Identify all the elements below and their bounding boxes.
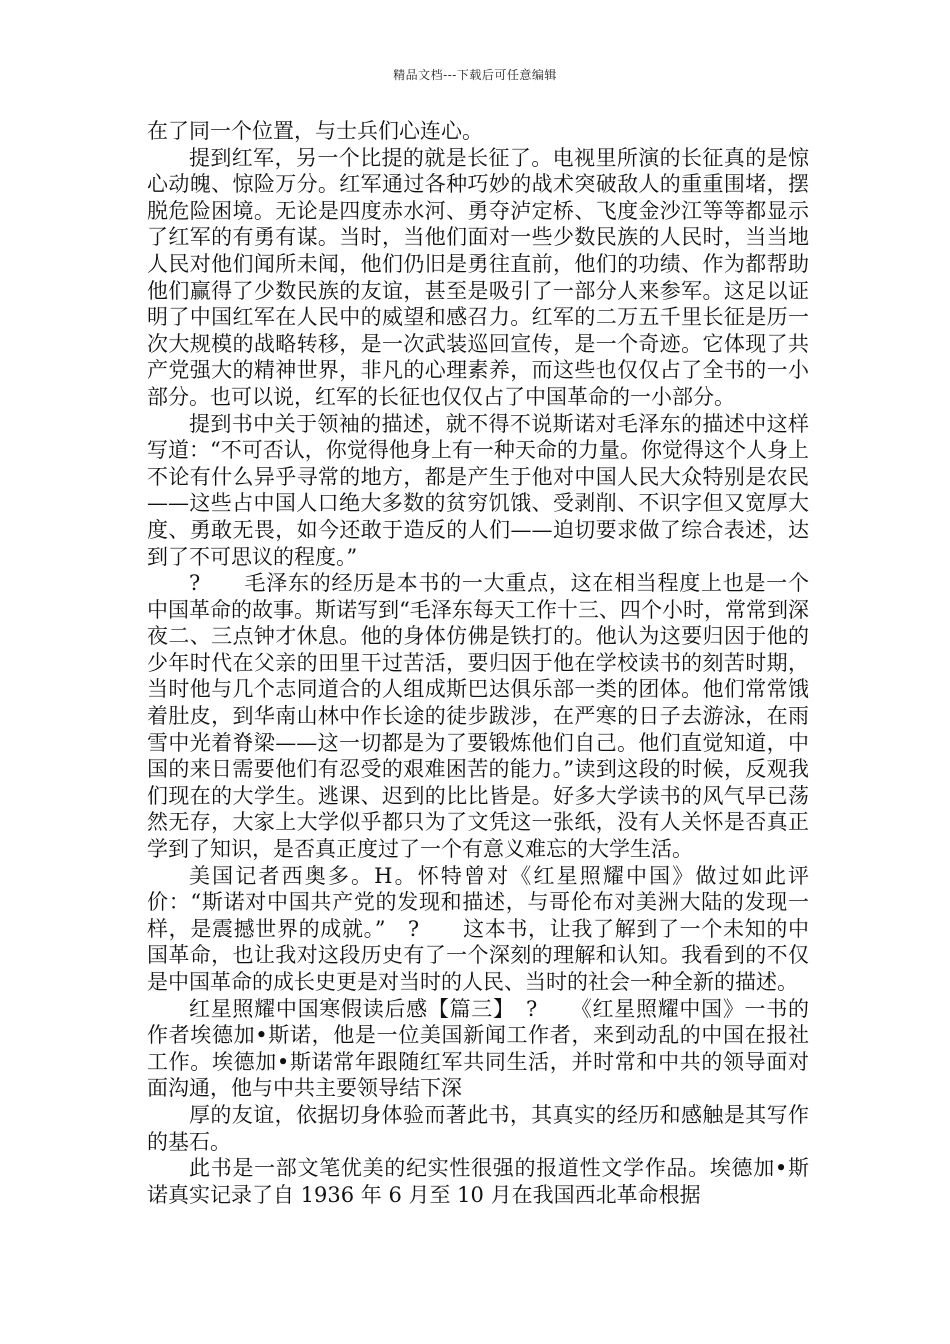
page-header: 精品文档---下载后可任意编辑	[393, 68, 557, 82]
paragraph: 此书是一部文笔优美的纪实性很强的报道性文学作品。埃德加•斯诺真实记录了自 1936 年 6 月至 10 月在我国西北革命根据	[147, 1156, 809, 1207]
paragraph: 美国记者西奥多。H。怀特曾对《红星照耀中国》做过如此评价：“斯诺对中国共产党的发现和描述，与哥伦布对美洲大陆的发现一样，是震撼世界的成就。” ? 这本书，让我了解到了一个未知的中国革命，也让我对这段历史有了一个深刻的理解和认知。我看到的不仅是中国革命的成长史更是对当时的人民、当时的社会一种全新的描述。	[147, 863, 809, 994]
paragraph: 在了同一个位置，与士兵们心连心。	[147, 119, 483, 143]
paragraph: 红星照耀中国寒假读后感【篇三】 ? 《红星照耀中国》一书的作者埃德加•斯诺，他是一位美国新闻工作者，来到动乱的中国在报社工作。埃德加•斯诺常年跟随红军共同生活，并时常和中共的领导面对面沟通，他与中共主要领导结下深	[147, 996, 809, 1101]
paragraph: 厚的友谊，依据切身体验而著此书，其真实的经历和感触是其写作的基石。	[147, 1102, 809, 1154]
paragraph: 提到红军，另一个比提的就是长征了。电视里所演的长征真的是惊心动魄、惊险万分。红军通过各种巧妙的战术突破敌人的重重围堵，摆脱危险困境。无论是四度赤水河、勇夺泸定桥、飞度金沙江等等都显示了红军的有勇有谋。当时，当他们面对一些少数民族的人民时，当当地人民对他们闻所未闻，他们仍旧是勇往直前，他们的功绩、作为都帮助他们赢得了少数民族的友谊，甚至是吸引了一部分人来参军。这足以证明了中国红军在人民中的威望和感召力。红军的二万五千里长征是历一次大规模的战略转移，是一次武装巡回宣传，是一个奇迹。它体现了共产党强大的精神世界，非凡的心理素养，而这些也仅仅占了全书的一小部分。也可以说，红军的长征也仅仅占了中国革命的一小部分。	[147, 145, 809, 409]
paragraph: 提到书中关于领袖的描述，就不得不说斯诺对毛泽东的描述中这样写道：“不可否认，你觉得他身上有一种天命的力量。你觉得这个人身上不论有什么异乎寻常的地方，都是产生于他对中国人民大众特别是农民——这些占中国人口绝大多数的贫穷饥饿、受剥削、不识字但又宽厚大度、勇敢无畏，如今还敢于造反的人们——迫切要求做了综合表述，达到了不可思议的程度。”	[147, 411, 809, 569]
paragraph: ? 毛泽东的经历是本书的一大重点，这在相当程度上也是一个中国革命的故事。斯诺写到“毛泽东每天工作十三、四个小时，常常到深夜二、三点钟才休息。他的身体仿佛是铁打的。他认为这要归因于他的少年时代在父亲的田里干过苦活，要归因于他在学校读书的刻苦时期，当时他与几个志同道合的人组成斯巴达俱乐部一类的团体。他们常常饿着肚皮，到华南山林中作长途的徒步跋涉，在严寒的日子去游泳，在雨雪中光着脊梁——这一切都是为了要锻炼他们自己。他们直觉知道，中国的来日需要他们有忍受的艰难困苦的能力。”读到这段的时候，反观我们现在的大学生。逃课、迟到的比比皆是。好多大学读书的风气早已荡然无存，大家上大学似乎都只为了文凭这一张纸，没有人关怀是否真正学到了知识，是否真正度过了一个有意义难忘的大学生活。	[147, 571, 809, 862]
document-body	[147, 118, 809, 1208]
